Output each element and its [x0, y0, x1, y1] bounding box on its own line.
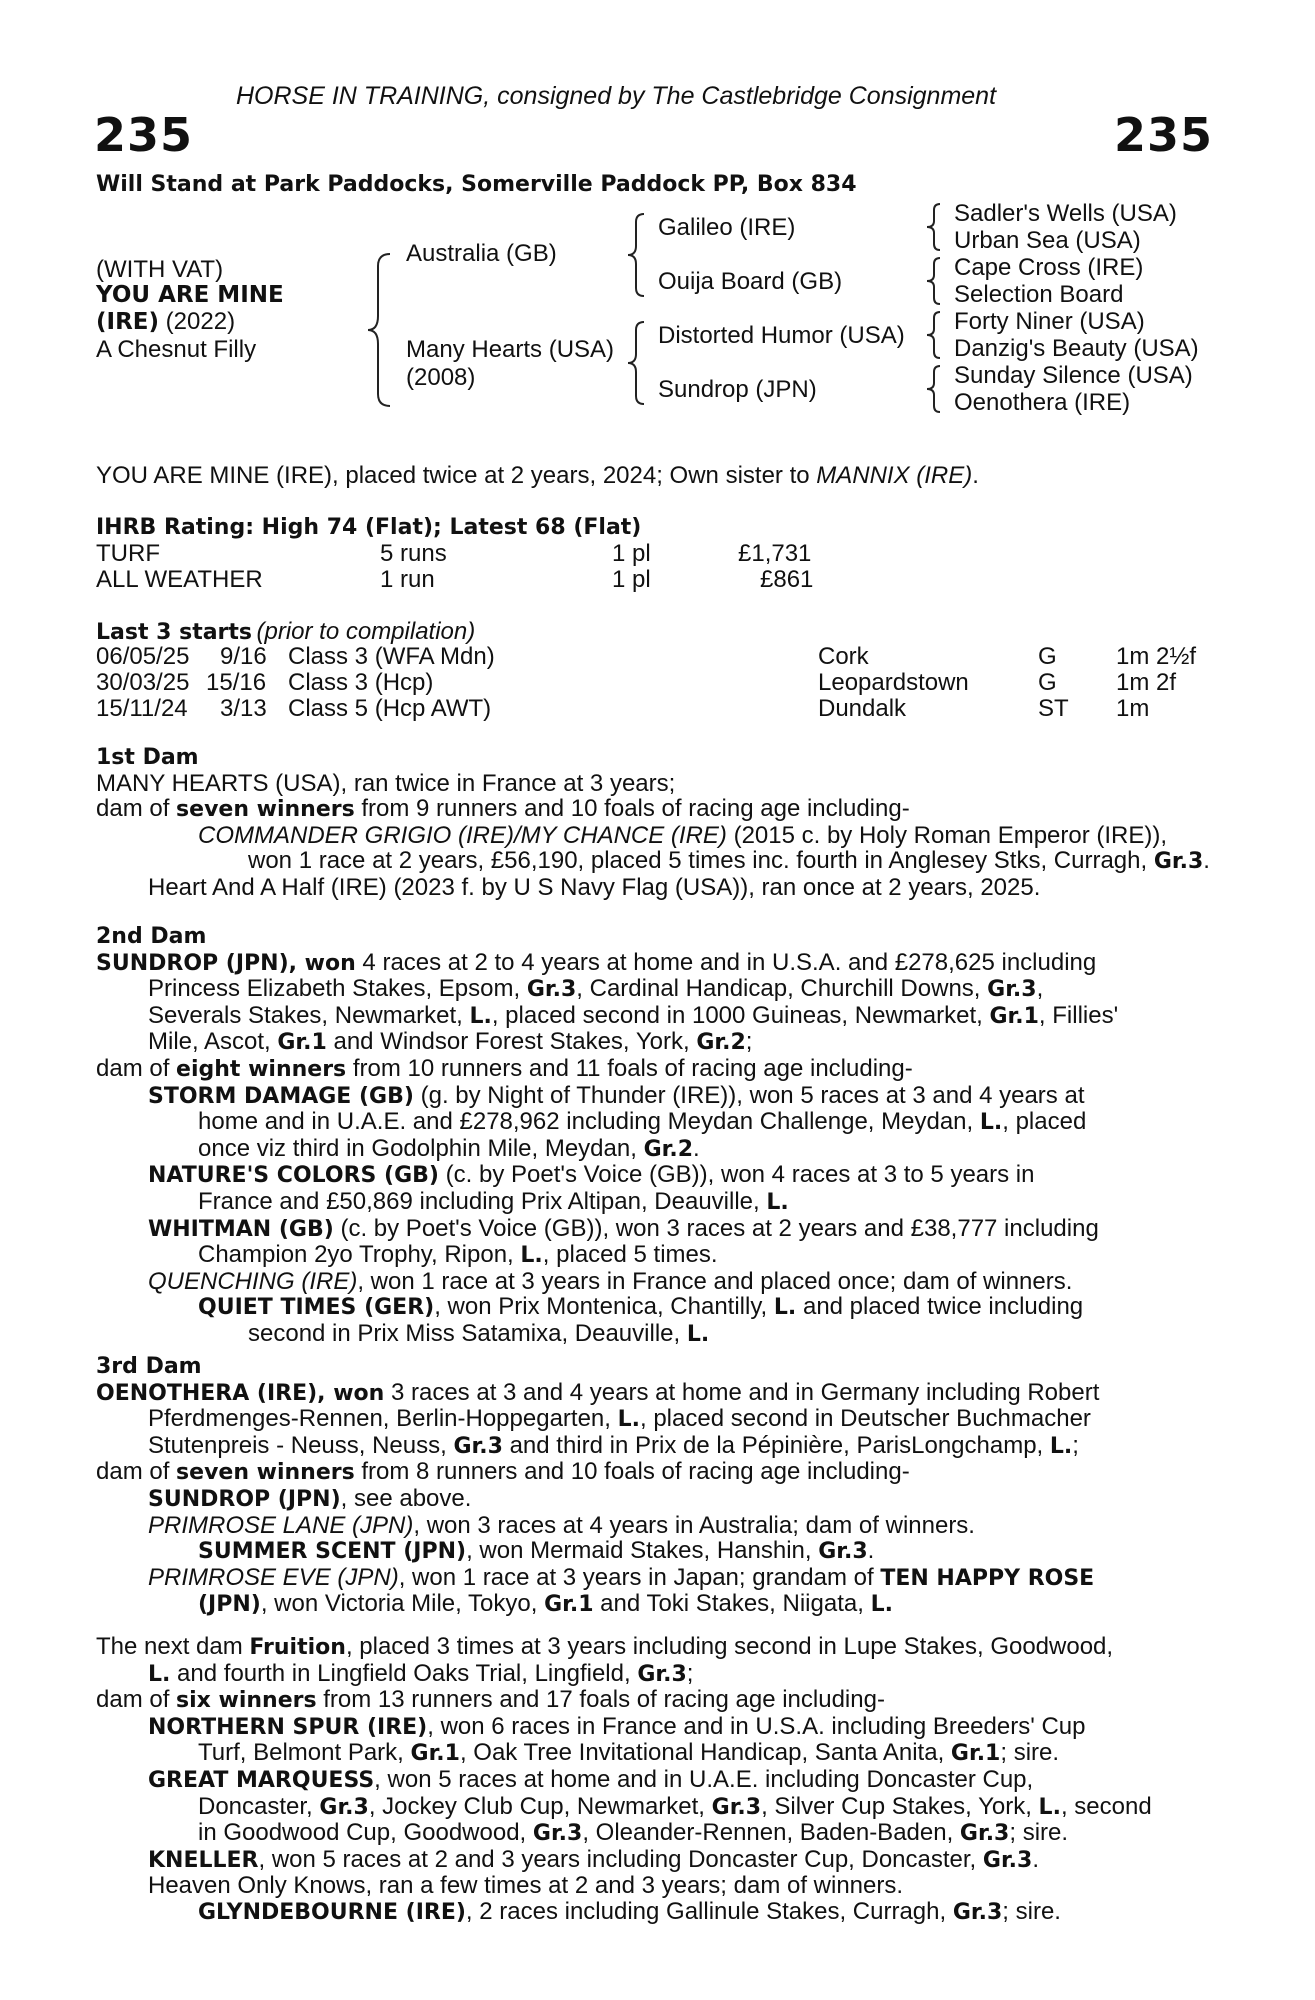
text-line	[96, 1433, 1204, 1460]
text-line	[96, 1513, 1204, 1539]
text-run: L.	[773, 1295, 797, 1321]
text-run: L.	[617, 1407, 640, 1433]
text-line	[96, 847, 1210, 875]
text-run: second in Prix Miss Satamixa, Deauville,	[248, 1319, 687, 1347]
text-run: six winners	[176, 1688, 317, 1714]
text-run: PRIMROSE LANE (JPN)	[148, 1511, 414, 1539]
text-run: from 8 runners and 10 foals of racing age including-	[354, 1458, 910, 1486]
pedigree-ggp-2: Urban Sea (USA)	[954, 227, 1141, 254]
text-run: (JPN)	[198, 1592, 261, 1618]
text-run: The next dam	[96, 1633, 250, 1660]
text-run: Gr.3	[532, 1821, 583, 1847]
second-dam-section	[96, 924, 1204, 1348]
text-run: , won Prix Montenica, Chantilly,	[434, 1293, 774, 1321]
text-line	[96, 875, 1204, 901]
text-run: , see above.	[340, 1484, 472, 1512]
text-run: Gr.3	[987, 977, 1037, 1003]
text-run: 1 pl	[612, 540, 651, 567]
text-run: TEN HAPPY ROSE	[880, 1565, 1095, 1591]
text-run: ; sire.	[1009, 1819, 1069, 1847]
rating-row-aw	[96, 566, 896, 592]
text-run: , Jockey Club Cup, Newmarket,	[368, 1792, 712, 1820]
text-run: , Oak Tree Invitational Handicap, Santa Anita,	[459, 1739, 951, 1767]
next-dam-section	[96, 1634, 1204, 1926]
text-run: 15/11/24	[96, 695, 188, 722]
pedigree-brace-main	[364, 252, 394, 408]
horse-country: (IRE)	[96, 309, 160, 335]
text-run: L.	[1038, 1794, 1061, 1820]
rating-heading: IHRB Rating: High 74 (Flat); Latest 68 (Flat)	[96, 515, 642, 540]
text-run: Cork	[818, 643, 869, 670]
text-run: KNELLER	[148, 1847, 259, 1873]
text-line	[96, 1899, 1204, 1926]
text-run: 1m 2f	[1116, 669, 1177, 696]
text-line	[96, 1486, 1204, 1513]
text-run: 06/05/25	[96, 643, 190, 670]
text-run: Stutenpreis - Neuss, Neuss,	[148, 1431, 454, 1459]
text-run: NATURE'S COLORS (GB)	[148, 1163, 439, 1189]
text-run: ,	[1036, 975, 1044, 1003]
text-run: , Oleander-Rennen, Baden-Baden,	[582, 1819, 960, 1847]
text-run: Mile, Ascot,	[148, 1028, 278, 1056]
text-run: Pferdmenges-Rennen, Berlin-Hoppegarten,	[148, 1405, 618, 1433]
pedigree-brace-sire	[624, 212, 648, 298]
text-run: (c. by Poet's Voice (GB)), won 4 races at 3 to 5 years in	[438, 1161, 1035, 1189]
pedigree-ggp-3: Cape Cross (IRE)	[954, 254, 1144, 281]
text-run: L.	[1049, 1433, 1073, 1459]
start-row	[96, 643, 1216, 669]
text-run: G	[1038, 643, 1057, 670]
text-line	[96, 1242, 1204, 1269]
text-run: Gr.3	[818, 1539, 868, 1565]
text-run: Gr.2	[696, 1030, 746, 1056]
text-run: PRIMROSE EVE (JPN)	[148, 1563, 399, 1591]
text-run: GREAT MARQUESS	[148, 1767, 375, 1793]
text-run: dam of	[96, 795, 177, 823]
text-run: 5 runs	[380, 540, 447, 567]
text-run: , placed 5 times.	[542, 1241, 718, 1269]
first-dam-section	[96, 745, 1210, 901]
text-run: Gr.3	[711, 1794, 762, 1820]
text-run: SUNDROP (JPN)	[148, 1486, 341, 1512]
text-run: Leopardstown	[818, 669, 969, 696]
text-run: COMMANDER GRIGIO (IRE)/MY CHANCE (IRE)	[198, 821, 727, 849]
text-run: eight winners	[176, 1056, 347, 1082]
text-run: £861	[760, 566, 814, 593]
text-run: 3 races at 3 and 4 years at home and in Germany including Robert	[384, 1378, 1100, 1406]
text-run: from 10 runners and 11 foals of racing age including-	[346, 1054, 913, 1082]
text-run: G	[1038, 669, 1057, 696]
text-run: Fruition	[249, 1635, 346, 1660]
text-run: seven winners	[176, 797, 355, 823]
text-line	[96, 1634, 1204, 1661]
pedigree-ggp-7: Sunday Silence (USA)	[954, 362, 1193, 389]
pedigree-dam-sire: Distorted Humor (USA)	[658, 322, 905, 349]
text-line: MANY HEARTS (USA), ran twice in France at 3 years;	[96, 769, 676, 797]
text-run: , second	[1060, 1792, 1152, 1820]
text-run: L.	[979, 1110, 1003, 1136]
text-run: .	[693, 1134, 700, 1162]
text-run: , won 1 race at 3 years in France and placed once; dam of winners.	[357, 1267, 1073, 1295]
text-line	[96, 1687, 1204, 1714]
horse-country-year	[96, 308, 235, 336]
pedigree-ggp-1: Sadler's Wells (USA)	[954, 200, 1177, 227]
text-line	[96, 796, 1204, 823]
third-dam-heading: 3rd Dam	[96, 1354, 202, 1379]
text-run: Turf, Belmont Park,	[198, 1739, 411, 1767]
pedigree-dam-year: (2008)	[406, 364, 476, 391]
text-run: Heart And A Half (IRE) (2023 f. by U S Navy Flag (USA)), ran once at 2 years, 2025.	[148, 873, 1041, 901]
text-run: , placed 3 times at 3 years including second in Lupe Stakes, Goodwood,	[345, 1633, 1114, 1660]
text-run: , won 5 races at 2 and 3 years including Doncaster Cup, Doncaster,	[258, 1845, 983, 1873]
text-run: , Fillies'	[1038, 1001, 1119, 1029]
text-run: 1 run	[380, 566, 435, 593]
text-run: and Windsor Forest Stakes, York,	[326, 1028, 697, 1056]
text-line	[96, 1136, 1204, 1163]
text-run: SUNDROP (JPN), won	[96, 950, 356, 976]
text-line	[96, 1216, 1204, 1243]
text-line	[96, 1794, 1204, 1821]
horse-description: A Chesnut Filly	[96, 336, 257, 363]
text-run: dam of	[96, 1686, 177, 1714]
consignment-header: HORSE IN TRAINING, consigned by The Castlebridge Consignment	[236, 82, 997, 110]
text-run: , Cardinal Handicap, Churchill Downs,	[576, 975, 988, 1003]
pedigree-brace-dam	[624, 320, 648, 406]
text-run: Class 3 (WFA Mdn)	[288, 643, 495, 670]
text-line	[96, 1565, 1204, 1592]
pedigree-ggp-8: Oenothera (IRE)	[954, 389, 1131, 416]
text-run: ST	[1038, 695, 1069, 722]
text-run: , Silver Cup Stakes, York,	[761, 1792, 1039, 1820]
text-run: , won 5 races at home and in U.A.E. including Doncaster Cup,	[374, 1765, 1034, 1793]
text-run: QUENCHING (IRE)	[148, 1267, 358, 1295]
last-starts-note: (prior to compilation)	[256, 618, 476, 645]
text-line	[96, 1538, 1204, 1565]
text-run: 9/16	[220, 643, 267, 670]
second-dam-heading: 2nd Dam	[96, 924, 207, 949]
text-run: QUIET TIMES (GER)	[198, 1295, 435, 1321]
pedigree-sire-sire: Galileo (IRE)	[658, 214, 796, 241]
text-line	[96, 1714, 1204, 1741]
text-run: L.	[870, 1592, 893, 1618]
text-run: in Goodwood Cup, Goodwood,	[198, 1819, 533, 1847]
text-line	[96, 1406, 1204, 1433]
text-run: WHITMAN (GB)	[148, 1216, 334, 1242]
text-run: , placed second in 1000 Guineas, Newmarket,	[491, 1001, 990, 1029]
text-run: Gr.1	[950, 1741, 1001, 1767]
text-line	[96, 823, 1204, 849]
text-run: ALL WEATHER	[96, 566, 263, 593]
stand-location: Will Stand at Park Paddocks, Somerville Paddock PP, Box 834	[96, 172, 857, 197]
pedigree-sire-dam: Ouija Board (GB)	[658, 268, 843, 295]
text-line	[96, 1661, 1204, 1688]
pedigree-sire: Australia (GB)	[406, 240, 557, 267]
lot-number-left: 235	[94, 108, 194, 162]
text-run: 15/16	[206, 669, 267, 696]
text-run: Gr.3	[453, 1433, 503, 1459]
text-run: (g. by Night of Thunder (IRE)), won 5 races at 3 and 4 years at	[413, 1081, 1085, 1109]
text-run: .	[972, 462, 979, 489]
text-line	[96, 1740, 1204, 1767]
text-run: and placed twice including	[796, 1293, 1084, 1321]
text-line	[96, 1162, 1204, 1189]
text-run: France and £50,869 including Prix Altipan, Deauville,	[198, 1187, 767, 1215]
text-run: , 2 races including Gallinule Stakes, Curragh,	[465, 1897, 953, 1925]
text-run: seven winners	[176, 1460, 355, 1486]
text-run: .	[867, 1537, 875, 1565]
text-run: YOU ARE MINE (IRE), placed twice at 2 years, 2024; Own sister to	[96, 462, 817, 489]
text-run: .	[1032, 1845, 1040, 1873]
text-line	[96, 1294, 1204, 1321]
text-run: Gr.1	[544, 1592, 594, 1618]
text-line	[96, 1380, 1204, 1407]
text-line	[96, 1083, 1204, 1110]
text-run: Champion 2yo Trophy, Ripon,	[198, 1241, 521, 1269]
rating-row-turf	[96, 540, 896, 566]
text-line	[96, 1269, 1204, 1295]
text-run: , placed second in Deutscher Buchmacher	[640, 1405, 1091, 1433]
pedigree-dam-dam: Sundrop (JPN)	[658, 376, 817, 403]
text-run: L.	[148, 1661, 171, 1687]
lot-number-right: 235	[1114, 108, 1214, 162]
horse-summary	[96, 463, 979, 489]
text-line	[96, 1847, 1204, 1874]
text-run: GLYNDEBOURNE (IRE)	[198, 1899, 466, 1925]
text-run: Dundalk	[818, 695, 907, 722]
text-line	[96, 1767, 1204, 1794]
text-run: NORTHERN SPUR (IRE)	[148, 1714, 428, 1740]
text-run: , won 6 races in France and in U.S.A. including Breeders' Cup	[427, 1712, 1086, 1740]
text-run: L.	[766, 1189, 789, 1215]
text-run: TURF	[96, 540, 160, 567]
text-run: from 13 runners and 17 foals of racing age including-	[316, 1686, 885, 1714]
pedigree-dam: Many Hearts (USA)	[406, 336, 615, 363]
start-row	[96, 695, 1216, 721]
text-run: ;	[686, 1659, 694, 1687]
start-row	[96, 669, 1216, 695]
text-run: home and in U.A.E. and £278,962 including Meydan Challenge, Meydan,	[198, 1108, 980, 1136]
text-line	[96, 1056, 1204, 1083]
text-run: Gr.3	[637, 1661, 687, 1687]
text-run: STORM DAMAGE (GB)	[148, 1083, 414, 1109]
text-line	[96, 1003, 1204, 1030]
text-run: L.	[469, 1003, 492, 1029]
text-line	[96, 1321, 1204, 1348]
text-run: SUMMER SCENT (JPN)	[198, 1539, 467, 1565]
text-run: Gr.2	[643, 1136, 693, 1162]
pedigree-ggp-5: Forty Niner (USA)	[954, 308, 1145, 335]
text-line	[96, 1109, 1204, 1136]
third-dam-section	[96, 1354, 1204, 1618]
horse-year: (2022)	[159, 308, 236, 335]
text-run: won 1 race at 2 years, £56,190, placed 5 times inc. fourth in Anglesey Stks, Curragh,	[248, 847, 1154, 875]
text-run: ;	[1072, 1431, 1079, 1459]
text-run: (c. by Poet's Voice (GB)), won 3 races at 2 years and £38,777 including	[333, 1214, 1099, 1242]
pedigree-braces-ggp	[924, 202, 944, 418]
pedigree-ggp-6: Danzig's Beauty (USA)	[954, 335, 1199, 362]
text-run: Gr.3	[982, 1847, 1033, 1873]
text-run: Gr.1	[989, 1003, 1039, 1029]
pedigree-ggp-4: Selection Board	[954, 281, 1124, 308]
text-line	[96, 976, 1204, 1003]
text-run: Princess Elizabeth Stakes, Epsom,	[148, 975, 527, 1003]
text-run: , won Mermaid Stakes, Hanshin,	[466, 1537, 819, 1565]
text-run: (2015 c. by Holy Roman Emperor (IRE)),	[726, 821, 1168, 849]
sibling-name: MANNIX (IRE)	[816, 462, 973, 489]
text-run: and fourth in Lingfield Oaks Trial, Lingfield,	[170, 1659, 638, 1687]
text-run: , won Victoria Mile, Tokyo,	[260, 1590, 545, 1618]
text-line	[96, 1820, 1204, 1847]
text-run: , won 1 race at 3 years in Japan; grandam of	[398, 1563, 881, 1591]
text-line	[96, 1459, 1204, 1486]
text-run: Class 5 (Hcp AWT)	[288, 695, 492, 722]
text-run: 30/03/25	[96, 669, 190, 696]
text-run: Last 3 starts	[96, 620, 253, 645]
text-line	[96, 1591, 1204, 1618]
text-run: Gr.3	[526, 977, 577, 1003]
text-run: 1m 2½f	[1116, 643, 1197, 670]
text-run: L.	[686, 1321, 710, 1347]
text-run: Gr.3	[952, 1899, 1003, 1925]
first-dam-heading: 1st Dam	[96, 745, 199, 770]
text-run: , placed	[1002, 1108, 1087, 1136]
text-run: and third in Prix de la Pépinière, ParisLongchamp,	[502, 1431, 1050, 1459]
text-run: 1 pl	[612, 566, 651, 593]
text-run: once viz third in Godolphin Mile, Meydan,	[198, 1134, 644, 1162]
text-run: Gr.1	[410, 1741, 460, 1767]
text-run: OENOTHERA (IRE), won	[96, 1380, 385, 1406]
text-run: .	[1203, 847, 1210, 875]
text-run: Doncaster,	[198, 1792, 320, 1820]
text-run: , won 3 races at 4 years in Australia; dam of winners.	[413, 1511, 975, 1539]
text-run: Gr.1	[277, 1030, 327, 1056]
text-run: and Toki Stakes, Niigata,	[593, 1590, 871, 1618]
text-run: Severals Stakes, Newmarket,	[148, 1001, 470, 1029]
text-run: ; sire.	[1000, 1739, 1060, 1767]
text-run: Heaven Only Knows, ran a few times at 2 and 3 years; dam of winners.	[148, 1872, 904, 1900]
text-run: Class 3 (Hcp)	[288, 669, 434, 696]
text-line	[96, 1029, 1204, 1056]
text-run: dam of	[96, 1054, 177, 1082]
vat-status: (WITH VAT)	[96, 256, 224, 283]
text-line	[96, 1189, 1204, 1216]
text-line	[96, 950, 1204, 977]
text-run: ;	[745, 1028, 753, 1056]
horse-name: YOU ARE MINE	[96, 282, 284, 308]
text-line	[96, 1873, 1204, 1899]
text-run: 4 races at 2 to 4 years at home and in U.S.A. and £278,625 including	[355, 948, 1097, 976]
text-run: L.	[520, 1243, 543, 1269]
text-run: 1m	[1116, 695, 1150, 722]
text-run: Gr.3	[319, 1794, 369, 1820]
text-run: Gr.3	[1153, 849, 1204, 875]
text-run: £1,731	[738, 540, 812, 567]
text-run: Gr.3	[959, 1821, 1010, 1847]
text-run: from 9 runners and 10 foals of racing age including-	[354, 795, 910, 823]
text-run: 3/13	[220, 695, 267, 722]
last-starts-heading	[96, 618, 475, 646]
text-run: ; sire.	[1002, 1897, 1061, 1925]
text-run: dam of	[96, 1458, 177, 1486]
